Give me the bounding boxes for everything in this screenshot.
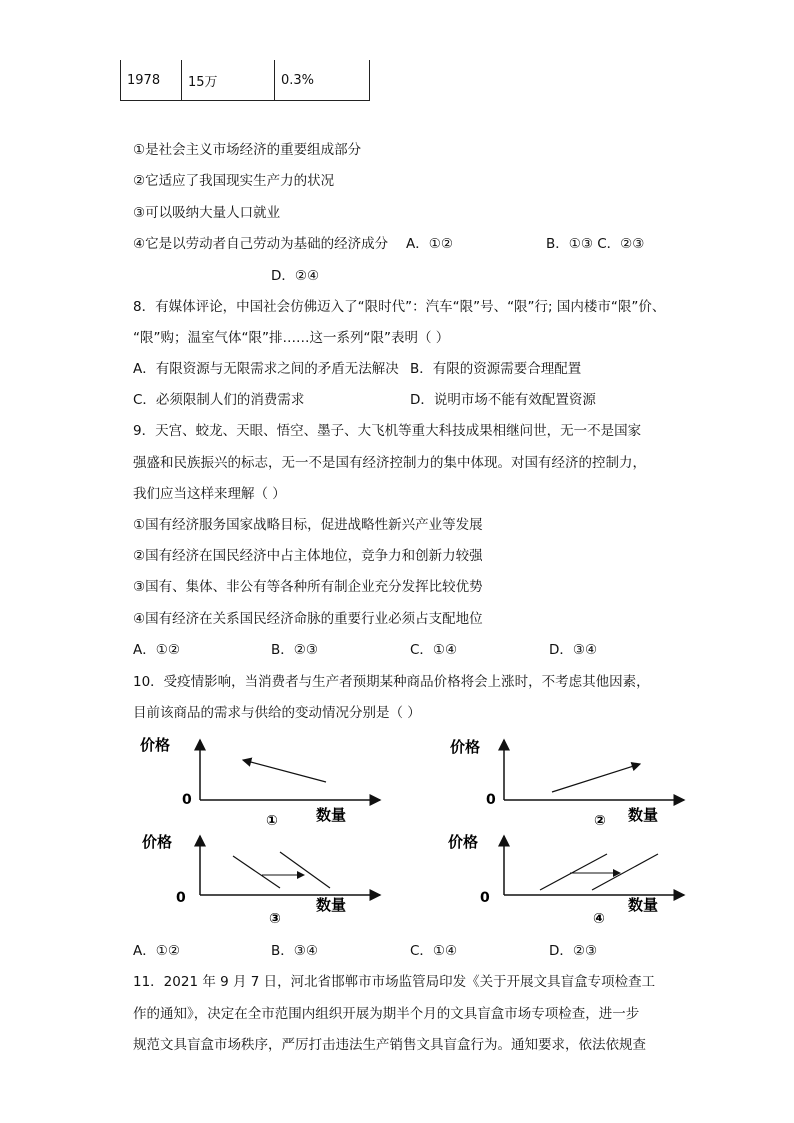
q10-stem-line-2: 目前该商品的需求与供给的变动情况分别是（ ）	[133, 705, 421, 721]
graph-4	[442, 830, 692, 930]
demand-curve	[243, 760, 326, 782]
graph-3	[138, 830, 388, 930]
q9-stem-line-1: 9．天宫、蛟龙、天眼、悟空、墨子、大飞机等重大科技成果相继问世，无一不是国家	[133, 423, 642, 439]
q11-line-2: 作的通知》，决定在全市范围内组织开展为期半个月的文具盲盒市场专项检查，进一步	[133, 1006, 640, 1022]
supply-curve-shifted	[592, 854, 658, 890]
graph-1	[138, 732, 388, 832]
q7-option-bc: B．①③ C．②③	[546, 236, 645, 252]
q8-stem-line-2: “限”购；温室气体“限”排……这一系列“限”表明（ ）	[133, 330, 450, 346]
q9-item-3: ③国有、集体、非公有等各种所有制企业充分发挥比较优势	[133, 579, 483, 595]
q9-stem-line-2: 强盛和民族振兴的标志，无一不是国有经济控制力的集中体现。对国有经济的控制力，	[133, 455, 646, 471]
q9-stem-line-3: 我们应当这样来理解（ ）	[133, 486, 286, 502]
table-cell-count: 15万	[182, 60, 275, 101]
q9-item-1: ①国有经济服务国家战略目标，促进战略性新兴产业等发展	[133, 517, 483, 533]
q10-option-b: B．③④	[271, 943, 318, 959]
q7-option-d: D．②④	[271, 268, 320, 284]
table-row	[121, 60, 370, 101]
q7-item-2: ②它适应了我国现实生产力的状况	[133, 173, 335, 189]
graph-caption: ①	[266, 813, 278, 829]
table-cell-percent: 0.3%	[275, 60, 370, 101]
x-axis-label: 数量	[628, 896, 659, 914]
supply-curve	[552, 764, 640, 792]
q8-stem-line-1: 8．有媒体评论，中国社会仿佛迈入了“限时代”：汽车“限”号、“限”行; 国内楼市“限”价、	[133, 299, 666, 315]
graph-caption: ②	[594, 813, 606, 829]
q9-option-b: B．②③	[271, 642, 318, 658]
y-axis-label: 价格	[140, 736, 171, 754]
graph-caption: ④	[593, 911, 605, 927]
x-axis-label: 数量	[316, 806, 347, 824]
q8-option-b: B．有限的资源需要合理配置	[410, 361, 582, 377]
q9-item-2: ②国有经济在国民经济中占主体地位，竞争力和创新力较强	[133, 548, 483, 564]
supply-curve-original	[540, 854, 607, 890]
y-axis-label: 价格	[142, 833, 173, 851]
origin-label: 0	[182, 792, 192, 808]
q11-line-3: 规范文具盲盒市场秩序，严厉打击违法生产销售文具盲盒行为。通知要求，依法依规查	[133, 1037, 646, 1053]
x-axis-label: 数量	[316, 896, 347, 914]
q8-option-d: D．说明市场不能有效配置资源	[410, 392, 596, 408]
q7-item-4: ④它是以劳动者自己劳动为基础的经济成分	[133, 236, 389, 252]
q8-option-a: A．有限资源与无限需求之间的矛盾无法解决	[133, 361, 399, 377]
q10-option-d: D．②③	[549, 943, 598, 959]
table-cell-year: 1978	[121, 60, 182, 101]
q9-option-d: D．③④	[549, 642, 598, 658]
q9-option-c: C．①④	[410, 642, 458, 658]
q8-option-c: C．必须限制人们的消费需求	[133, 392, 305, 408]
q11-line-1: 11．2021 年 9 月 7 日，河北省邯郸市市场监管局印发《关于开展文具盲盒专项检查工	[133, 974, 656, 990]
q9-item-4: ④国有经济在关系国民经济命脉的重要行业必须占支配地位	[133, 611, 483, 627]
q7-item-1: ①是社会主义市场经济的重要组成部分	[133, 142, 362, 158]
q10-option-a: A．①②	[133, 943, 180, 959]
graph-caption: ③	[269, 911, 281, 927]
y-axis-label: 价格	[448, 833, 479, 851]
x-axis-label: 数量	[628, 806, 659, 824]
demand-curve-shifted	[280, 852, 330, 888]
q10-option-c: C．①④	[410, 943, 458, 959]
origin-label: 0	[480, 890, 490, 906]
q10-stem-line-1: 10．受疫情影响，当消费者与生产者预期某种商品价格将会上涨时，不考虑其他因素，	[133, 674, 650, 690]
y-axis-label: 价格	[450, 738, 481, 756]
q7-item-3: ③可以吸纳大量人口就业	[133, 205, 281, 221]
origin-label: 0	[486, 792, 496, 808]
q7-option-a: A．①②	[406, 236, 453, 252]
origin-label: 0	[176, 890, 186, 906]
q9-option-a: A．①②	[133, 642, 180, 658]
statistics-table	[120, 60, 370, 101]
demand-curve-original	[233, 856, 280, 888]
graph-2	[442, 732, 692, 832]
